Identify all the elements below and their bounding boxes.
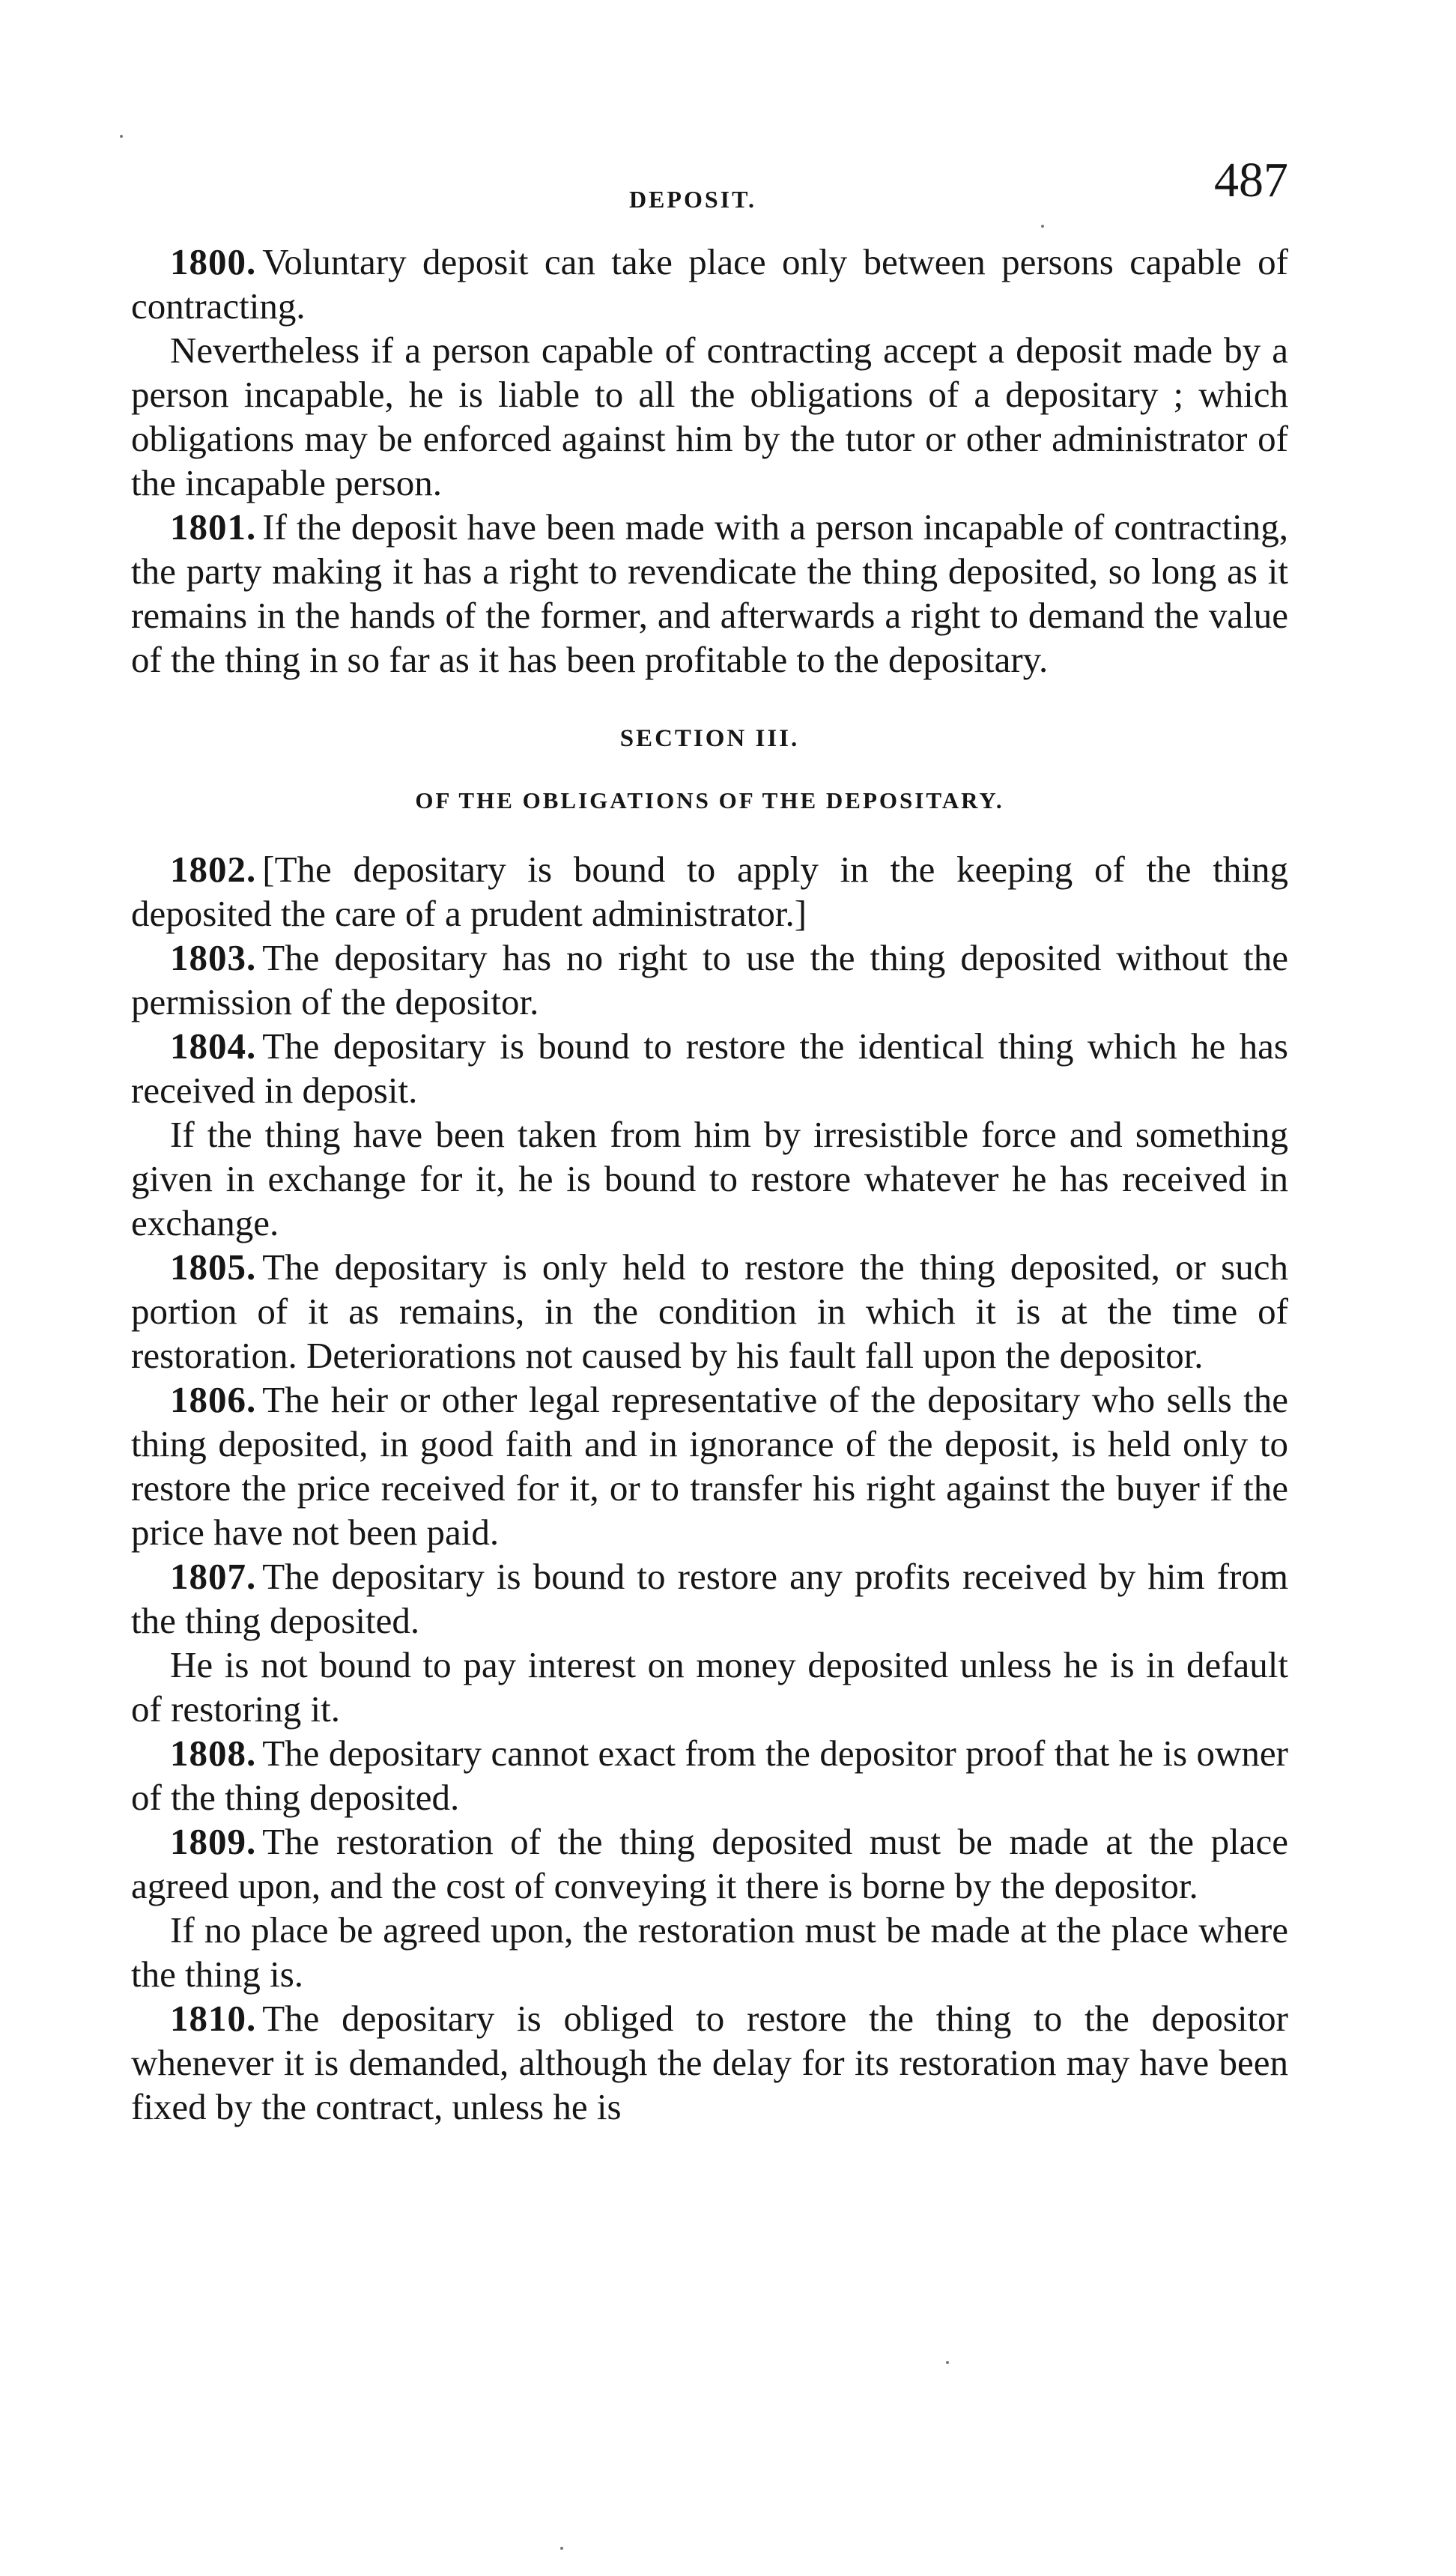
article-text: Voluntary deposit can take place only between persons capable of contracting. [131, 241, 1288, 327]
article-number: 1802. [170, 849, 257, 890]
article-text: The restoration of the thing deposited must be made at the place agreed upon, and the cost of conveying it there is borne by the depositor. [131, 1821, 1288, 1906]
articles-top [131, 240, 1288, 682]
article-text: He is not bound to pay interest on money deposited unless he is in default of restoring it. [131, 1644, 1288, 1730]
article-1809-continuation [131, 1908, 1288, 1996]
article-number: 1801. [170, 506, 257, 548]
article-1804 [131, 1024, 1288, 1112]
article-1808 [131, 1731, 1288, 1819]
text-block [131, 150, 1288, 2129]
article-text: The heir or other legal representative of the depositary who sells the thing deposited, in good faith and in ignorance of the deposit, is held only to restore the price received for it, or to transfer his right against the buyer if the price have not been paid. [131, 1379, 1288, 1553]
paper-speck [560, 2547, 563, 2550]
section-title: OF THE OBLIGATIONS OF THE DEPOSITARY. [415, 787, 1004, 813]
paper-speck [1041, 225, 1044, 228]
article-1807 [131, 1554, 1288, 1643]
article-number: 1808. [170, 1733, 257, 1774]
paper-speck [120, 135, 123, 138]
article-text: If the deposit have been made with a person incapable of contracting, the party making it has a right to revendicate the thing deposited, so long as it remains in the hands of the former, and afterwards a right to demand the value of the thing in so far as it has been profitable to the depositary. [131, 506, 1288, 680]
article-1806 [131, 1378, 1288, 1554]
article-number: 1809. [170, 1821, 257, 1862]
article-1802 [131, 847, 1288, 936]
article-text: The depositary is obliged to restore the thing to the depositor whenever it is demanded, although the delay for its restoration may have been fixed by the contract, unless he is [131, 1998, 1288, 2127]
section-heading: SECTION III. [619, 725, 800, 752]
page-header [131, 150, 1288, 240]
article-number: 1807. [170, 1556, 257, 1597]
article-text: The depositary is only held to restore the thing deposited, or such portion of it as remains, in the condition in which it is at the time of restoration. Deteriorations not caused by his fault fall upon the depositor. [131, 1246, 1288, 1376]
articles-bottom [131, 847, 1288, 2129]
article-text: The depositary cannot exact from the depositor proof that he is owner of the thing deposited. [131, 1733, 1288, 1818]
article-number: 1805. [170, 1246, 257, 1288]
article-1810 [131, 1996, 1288, 2129]
article-text: Nevertheless if a person capable of contracting accept a deposit made by a person incapable, he is liable to all the obligations of a depositary ; which obligations may be enforced against him by the tutor or other administrator of the incapable person. [131, 330, 1288, 503]
article-text: The depositary has no right to use the thing deposited without the permission of the depositor. [131, 937, 1288, 1022]
article-text: [The depositary is bound to apply in the keeping of the thing deposited the care of a prudent administrator.] [131, 849, 1288, 934]
article-text: The depositary is bound to restore the identical thing which he has received in deposit. [131, 1025, 1288, 1111]
paper-speck [946, 2361, 949, 2364]
running-title: DEPOSIT. [628, 186, 757, 213]
article-text: The depositary is bound to restore any profits received by him from the thing deposited. [131, 1556, 1288, 1641]
article-1807-continuation [131, 1643, 1288, 1731]
article-1800 [131, 240, 1288, 328]
article-number: 1800. [170, 241, 257, 282]
article-text: If the thing have been taken from him by irresistible force and something given in exchange for it, he is bound to restore whatever he has received in exchange. [131, 1114, 1288, 1243]
article-number: 1804. [170, 1025, 257, 1067]
article-number: 1806. [170, 1379, 257, 1420]
article-number: 1810. [170, 1998, 257, 2039]
article-1805 [131, 1245, 1288, 1378]
article-1803 [131, 936, 1288, 1024]
article-1804-continuation [131, 1112, 1288, 1245]
article-number: 1803. [170, 937, 257, 978]
article-1809 [131, 1819, 1288, 1908]
article-1800-continuation [131, 328, 1288, 505]
article-1801 [131, 505, 1288, 682]
article-text: If no place be agreed upon, the restoration must be made at the place where the thing is. [131, 1909, 1288, 1995]
page-number: 487 [1214, 153, 1288, 207]
